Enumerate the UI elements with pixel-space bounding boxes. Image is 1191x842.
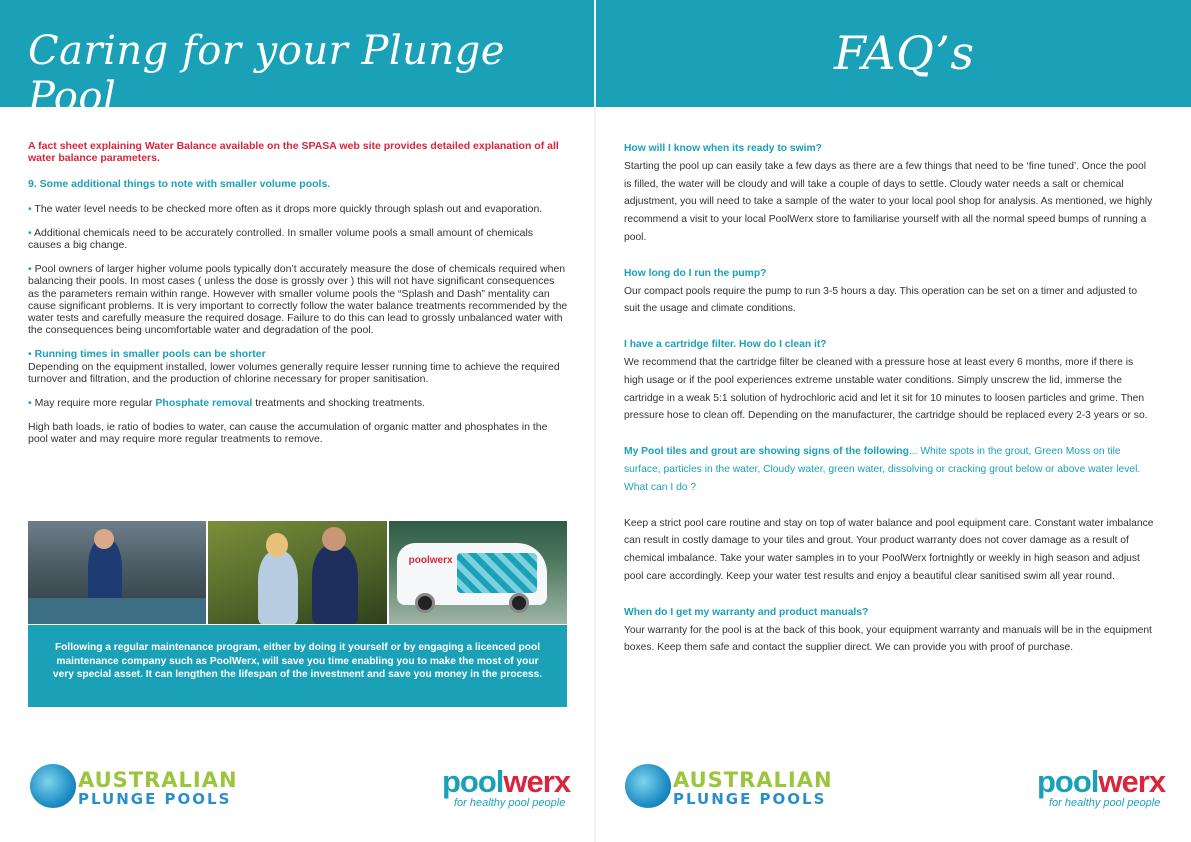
bullet-text: Pool owners of larger higher volume pools typically don’t accurately measure the dose of chemicals required when balancing their pools. In most cases ( unless the dose is grossly over ) this will not have significant consequences as the parameters remain within range. However with smaller volume pools the “Splash and Dash” mentality can cause significant problems. It is very important to correctly follow the water balance treatments recommended by the water tests and carefully measure the required dosage. Failure to do this can lead to grossly unbalanced water with the consequences being uncomfortable water and degradation of the pool.: [28, 263, 568, 337]
faq-question: How will I know when its ready to swim?: [624, 143, 822, 154]
bullet-text: May require more regular: [34, 397, 156, 410]
australian-plunge-pools-logo: AUSTRALIAN PLUNGE POOLS: [625, 764, 855, 812]
faq-question: My Pool tiles and grout are showing signs of the following... White spots in the grout, Green Moss on tile surface, particles in the water, Cloudy water, green water, dissolving or cracking grout below or above water level. What can I do ?: [624, 446, 1141, 493]
wave-logo-icon: [625, 764, 671, 808]
faq-answer: Your warranty for the pool is at the back of this book, your equipment warranty and manuals will be in the equipment boxes. Keep them safe and contact the supplier direct. We can provide you with proof of purchase.: [624, 624, 1152, 654]
bullet-icon: •: [28, 397, 32, 410]
consultation-photo: [208, 521, 386, 624]
service-van: [397, 543, 547, 605]
australian-plunge-pools-logo: AUSTRALIAN PLUNGE POOLS: [30, 764, 260, 812]
bullet-heading: Running times in smaller pools can be shorter: [34, 348, 266, 361]
faq-answer: Starting the pool up can easily take a few days as there are a few things that need to be ‘fine tuned’. Once the pool is filled, the water will be cloudy and will take a couple of days to settle. Cloudy water needs a salt or chemical adjustment, you will need to take a sample of the water to your local pool shop for analysis. As mentioned, we highly recommend a visit to your local PoolWerx store to familiarise yourself with all the normal speed bumps of running a pool.: [624, 160, 1153, 243]
faq-answer: Our compact pools require the pump to run 3-5 hours a day. This operation can be set on a timer and adjusted to suit the usage and climate conditions.: [624, 285, 1138, 315]
technician-pool-photo: [28, 521, 206, 624]
bullet-icon: •: [28, 226, 32, 239]
faq-question: When do I get my warranty and product manuals?: [624, 606, 869, 618]
bullet-icon: •: [28, 348, 32, 361]
page-title-right: FAQ’s: [834, 26, 975, 80]
bullet-text: Additional chemicals need to be accurately controlled. In smaller volume pools a small amount of chemicals causes a big change.: [28, 226, 534, 252]
left-content: [28, 140, 568, 458]
faq-item: [624, 443, 1154, 586]
phosphate-removal-highlight: Phosphate removal: [155, 397, 253, 410]
staff-figure: [312, 545, 358, 624]
van-logo: poolwerx: [408, 555, 453, 566]
wheel-icon: [415, 593, 435, 613]
list-item: [28, 227, 568, 251]
bullet-icon: •: [28, 263, 32, 276]
bullet-icon: •: [28, 202, 32, 215]
wheel-icon: [509, 593, 529, 613]
pool-water: [28, 598, 206, 624]
wave-logo-icon: [30, 764, 76, 808]
service-van-photo: [389, 521, 567, 624]
faq-item: [624, 265, 1154, 318]
customer-figure: [258, 551, 298, 624]
poolwerx-logo: poolwerx for healthy pool people: [442, 764, 571, 809]
faq-answer: We recommend that the cartridge filter be cleaned with a pressure hose at least every 6 months, more if there is high usage or if the pool experiences extreme unstable water conditions. Simply unscrew the lid, immerse the cartridge in a weak 5:1 solution of hydrochloric acid and let it sit for 10 minutes to loosen particles and grime. Then pressure hose to clean off. Depending on the manufacturer, the cartridge should be replaced every 2-3 years or so.: [624, 356, 1148, 422]
left-header-banner: [0, 0, 594, 120]
list-item: [28, 397, 568, 409]
right-header-banner: [596, 0, 1191, 107]
faq-spacer: [624, 497, 1154, 515]
page-title-left: Caring for your Plunge Pool: [28, 28, 505, 120]
van-tile-graphic: [457, 553, 537, 593]
faq-item: [624, 336, 1154, 425]
bullet-text: Depending on the equipment installed, lower volumes generally require lesser running time to achieve the required turnover and filtration, and the production of chlorine necessary for proper sanitisation.: [28, 360, 560, 385]
faq-list: [624, 140, 1154, 675]
maintenance-callout: Following a regular maintenance program, either by doing it yourself or by engaging a licenced pool maintenance company such as PoolWerx, will save you time enabling you to make the most of your very special asset. It can lengthen the lifespan of the investment and save you money in the process.: [28, 625, 567, 707]
faq-item: [624, 604, 1154, 657]
intro-note: A fact sheet explaining Water Balance available on the SPASA web site provides detailed explanation of all water balance parameters.: [28, 140, 559, 165]
closing-paragraph: High bath loads, ie ratio of bodies to water, can cause the accumulation of organic matter and phosphates in the pool water and may require more regular treatments to remove.: [28, 421, 548, 446]
poolwerx-logo: poolwerx for healthy pool people: [1037, 764, 1166, 809]
section-heading: 9. Some additional things to note with smaller volume pools.: [28, 178, 331, 191]
bullet-text: treatments and shocking treatments.: [252, 397, 426, 410]
photo-strip: [28, 521, 567, 624]
technician-head: [94, 529, 114, 549]
list-item: [28, 203, 568, 215]
bullet-text: The water level needs to be checked more often as it drops more quickly through splash out and evaporation.: [34, 202, 543, 215]
list-item: [28, 263, 568, 336]
faq-question: I have a cartridge filter. How do I clean it?: [624, 339, 827, 351]
faq-question: How long do I run the pump?: [624, 267, 767, 279]
faq-answer: Keep a strict pool care routine and stay on top of water balance and pool equipment care. Constant water imbalance can result in costly damage to your tiles and grout. Your product warranty does not cover damage as a result of chemical imbalance. Take your water samples in to your PoolWerx fortnightly or weekly in high season and adjust pool care accordingly. Keep your water test results and enjoy a beautiful clear sanitised swim all year round.: [624, 517, 1154, 582]
list-item: [28, 348, 568, 385]
page-gutter: [594, 0, 596, 842]
faq-item: [624, 140, 1154, 247]
